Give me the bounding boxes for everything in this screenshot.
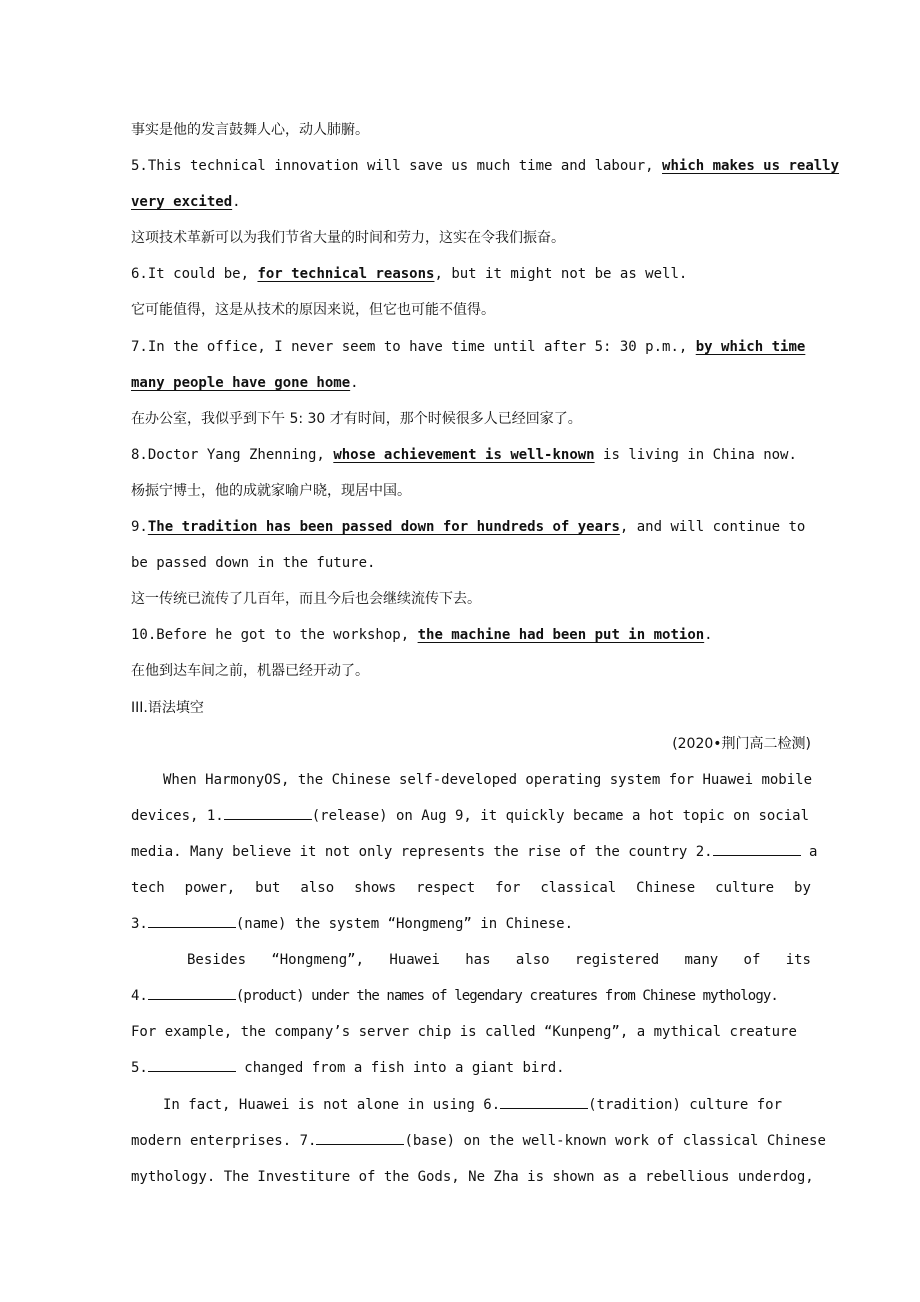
text: 3. [131, 916, 148, 933]
translation-line [131, 292, 811, 328]
text: 在办公室，我似乎到下午 5: 30 才有时间，那个时候很多人已经回家了。 [131, 410, 582, 427]
text: 7.In the office, I never seem to have time until after 5: 30 p.m., [131, 338, 688, 355]
word: but [255, 879, 281, 896]
text: 在他到达车间之前，机器已经开动了。 [131, 663, 369, 680]
word: shows [354, 879, 397, 896]
word: also [515, 952, 550, 969]
passage-line [131, 978, 811, 1014]
text: In fact, Huawei is not alone in using 6. [163, 1096, 501, 1113]
text: 杨振宁博士，他的成就家喻户晓，现居中国。 [131, 482, 411, 499]
source-note [131, 726, 811, 762]
word: registered [574, 952, 660, 969]
passage-line [131, 1050, 811, 1086]
document-page [131, 112, 840, 1195]
text: 8.Doctor Yang Zhenning, [131, 446, 325, 463]
answer: for technical reasons [257, 266, 435, 283]
sentence-9-cont [131, 545, 811, 581]
word: Besides [187, 952, 247, 969]
text: 它可能值得，这是从技术的原因来说，但它也可能不值得。 [131, 302, 495, 319]
sentence-7 [131, 329, 811, 365]
text: When HarmonyOS, the Chinese self-developed operating system for Huawei mobile [163, 771, 813, 788]
text: . [232, 194, 241, 211]
sentence-7-cont [131, 365, 811, 401]
blank-1 [224, 806, 312, 820]
translation-line [131, 653, 811, 689]
text: (base) on the well-known work of classical Chinese [404, 1132, 826, 1149]
text: 10.Before he got to the workshop, [131, 627, 410, 644]
word: its [785, 952, 811, 969]
passage-line [131, 1014, 811, 1050]
blank-5 [148, 1058, 236, 1072]
word: culture [715, 879, 775, 896]
text: 4. [131, 988, 148, 1005]
text: (tradition) culture for [588, 1096, 783, 1113]
translation-line [131, 581, 811, 617]
blank-2 [713, 842, 801, 856]
word: respect [416, 879, 476, 896]
text: 5.This technical innovation will save us much time and labour, [131, 158, 654, 175]
sentence-6 [131, 256, 811, 292]
word: “Hongmeng”, [271, 952, 365, 969]
blank-3 [148, 914, 236, 928]
text: 这一传统已流传了几百年，而且今后也会继续流传下去。 [131, 591, 481, 608]
passage-line [131, 870, 811, 906]
text: 6.It could be, [131, 266, 250, 283]
text: , and will continue to [619, 519, 806, 536]
text: . [350, 374, 359, 391]
passage-line [131, 1087, 811, 1123]
blank-7 [316, 1131, 404, 1145]
sentence-9 [131, 509, 811, 545]
passage-line [131, 942, 811, 978]
answer: The tradition has been passed down for hundreds of years [147, 519, 620, 536]
text: (release) on Aug 9, it quickly became a hot topic on social [311, 807, 810, 824]
word: by [794, 879, 811, 896]
text: is living in China now. [603, 446, 797, 463]
sentence-8 [131, 437, 811, 473]
text: be passed down in the future. [131, 555, 376, 572]
answer: many people have gone home [131, 374, 351, 391]
word: of [743, 952, 761, 969]
sentence-5 [131, 148, 840, 184]
text: devices, 1. [131, 807, 224, 824]
text: 9. [131, 519, 148, 536]
text: (2020•荆门高二检测) [672, 735, 811, 752]
translation-line [131, 401, 811, 437]
word: tech [131, 879, 165, 896]
word: power, [184, 879, 236, 896]
text: a [809, 843, 818, 860]
word: also [300, 879, 335, 896]
text: 5. [131, 1060, 148, 1077]
text: 事实是他的发言鼓舞人心，动人肺腑。 [131, 122, 369, 138]
passage-line [131, 906, 811, 942]
text: (product) under the names of legendary creatures from Chinese mythology. [235, 988, 778, 1005]
text: mythology. The Investiture of the Gods, Ne Zha is shown as a rebellious underdog, [131, 1168, 814, 1185]
sentence-10 [131, 617, 811, 653]
passage-line [131, 1123, 826, 1159]
answer: the machine had been put in motion [417, 627, 705, 644]
blank-6 [500, 1095, 588, 1109]
answer: very excited [131, 194, 233, 211]
text: , but it might not be as well. [434, 266, 688, 283]
word: for [495, 879, 521, 896]
answer: by which time [695, 338, 806, 355]
text: . [704, 627, 713, 644]
word: has [465, 952, 491, 969]
text: III.语法填空 [131, 699, 204, 716]
section-heading [131, 690, 811, 726]
translation-line [131, 220, 811, 256]
translation-line [131, 112, 811, 148]
word: Huawei [389, 952, 440, 969]
word: Chinese [636, 879, 696, 896]
translation-line [131, 473, 811, 509]
passage-line [131, 834, 818, 870]
text: 这项技术革新可以为我们节省大量的时间和劳力，这实在令我们振奋。 [131, 230, 565, 247]
text: changed from a fish into a giant bird. [244, 1060, 565, 1077]
answer: whose achievement is well-known [333, 446, 595, 463]
passage-line [131, 798, 811, 834]
word: many [684, 952, 719, 969]
text: media. Many believe it not only represents the rise of the country 2. [131, 843, 713, 860]
answer: which makes us really [662, 158, 840, 175]
passage-line [131, 1159, 814, 1195]
sentence-5-cont [131, 184, 811, 220]
text: (name) the system “Hongmeng” in Chinese. [235, 916, 574, 933]
word: classical [540, 879, 617, 896]
text: For example, the company’s server chip is called “Kunpeng”, a mythical creature [131, 1024, 797, 1041]
blank-4 [148, 986, 236, 1000]
passage-line [131, 762, 811, 798]
text: modern enterprises. 7. [131, 1132, 317, 1149]
